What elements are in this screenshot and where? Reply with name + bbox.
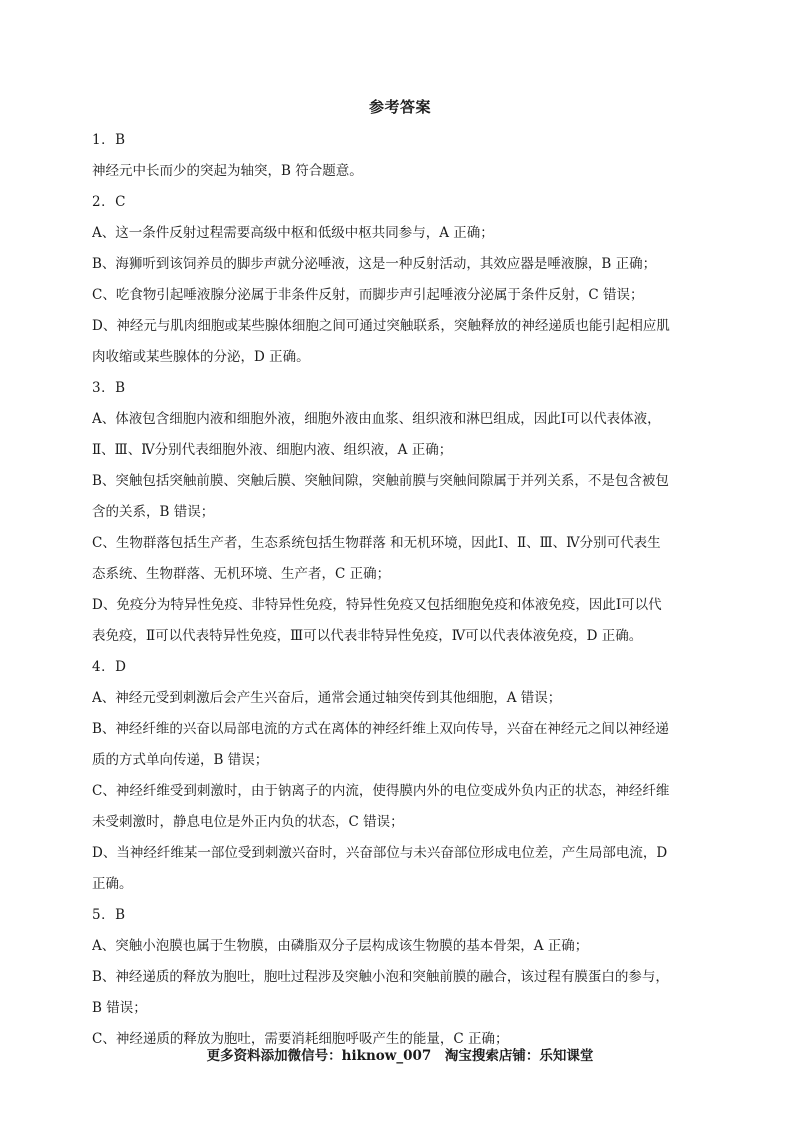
answer-explanation-line: D、当神经纤维某一部位受到刺激兴奋时，兴奋部位与未兴奋部位形成电位差，产生局部电流，D: [92, 845, 668, 861]
answer-number-5: 5．B: [92, 907, 126, 923]
answer-explanation-line: C、神经递质的释放为胞吐，需要消耗细胞呼吸产生的能量，C 正确；: [92, 1031, 509, 1047]
answer-number-3: 3．B: [92, 380, 126, 396]
answer-number-1: 1．B: [92, 132, 126, 148]
answer-number-4: 4．D: [92, 659, 127, 675]
answer-explanation-line: A、突触小泡膜也属于生物膜，由磷脂双分子层构成该生物膜的基本骨架，A 正确；: [92, 938, 589, 954]
answer-explanation-line: B、神经递质的释放为胞吐，胞吐过程涉及突触小泡和突触前膜的融合，该过程有膜蛋白的参与，: [92, 969, 669, 985]
answer-explanation-line: D、神经元与肌肉细胞或某些腺体细胞之间可通过突触联系，突触释放的神经递质也能引起相应肌: [92, 318, 670, 334]
answer-explanation-line: B、海狮听到该饲养员的脚步声就分泌唾液，这是一种反射活动，其效应器是唾液腺，B 正确；: [92, 256, 657, 272]
answer-explanation-line: 正确。: [92, 876, 133, 892]
answer-explanation-line: 质的方式单向传递，B 错误；: [92, 752, 269, 768]
answer-explanation-line: B、突触包括突触前膜、突触后膜、突触间隙，突触前膜与突触间隙属于并列关系，不是包含被包: [92, 473, 669, 489]
answer-explanation-line: A、神经元受到刺激后会产生兴奋后，通常会通过轴突传到其他细胞，A 错误；: [92, 690, 562, 706]
answer-explanation-line: 未受刺激时，静息电位是外正内负的状态，C 错误；: [92, 814, 404, 830]
answer-explanation-line: 肉收缩或某些腺体的分泌，D 正确。: [92, 349, 310, 365]
answer-explanation-line: 态系统、生物群落、无机环境、生产者，C 正确；: [92, 566, 391, 582]
answer-explanation-line: D、免疫分为特异性免疫、非特异性免疫，特异性免疫又包括细胞免疫和体液免疫，因此Ⅰ可以代: [92, 597, 662, 613]
answer-explanation-line: C、神经纤维受到刺激时，由于钠离子的内流，使得膜内外的电位变成外负内正的状态，神经纤维: [92, 783, 670, 799]
page-title: 参考答案: [368, 98, 431, 116]
answer-content: [92, 125, 717, 1055]
answer-explanation-line: C、吃食物引起唾液腺分泌属于非条件反射，而脚步声引起唾液分泌属于条件反射，C 错误；: [92, 287, 644, 303]
answer-explanation-line: B 错误；: [92, 1000, 147, 1016]
answer-explanation-line: A、体液包含细胞内液和细胞外液，细胞外液由血浆、组织液和淋巴组成，因此Ⅰ可以代表体液，: [92, 411, 661, 427]
answer-explanation-line: C、生物群落包括生产者，生态系统包括生物群落 和无机环境，因此Ⅰ、Ⅱ、Ⅲ、Ⅳ分别可代表生: [92, 535, 661, 551]
page-footer: 更多资料添加微信号：hiknow_007 淘宝搜索店铺：乐知课堂: [206, 1048, 594, 1064]
answer-explanation-line: A、这一条件反射过程需要高级中枢和低级中枢共同参与，A 正确；: [92, 225, 494, 241]
answer-explanation-line: Ⅱ、Ⅲ、Ⅳ分别代表细胞外液、细胞内液、组织液，A 正确；: [92, 442, 453, 458]
answer-explanation-line: 表免疫，Ⅱ可以代表特异性免疫，Ⅲ可以代表非特异性免疫，Ⅳ可以代表体液免疫，D 正确。: [92, 628, 643, 644]
answer-number-2: 2．C: [92, 194, 126, 210]
answer-explanation-line: 神经元中长而少的突起为轴突，B 符合题意。: [92, 163, 363, 179]
answer-explanation-line: 含的关系，B 错误；: [92, 504, 215, 520]
answer-explanation-line: B、神经纤维的兴奋以局部电流的方式在离体的神经纤维上双向传导，兴奋在神经元之间以神经递: [92, 721, 669, 737]
